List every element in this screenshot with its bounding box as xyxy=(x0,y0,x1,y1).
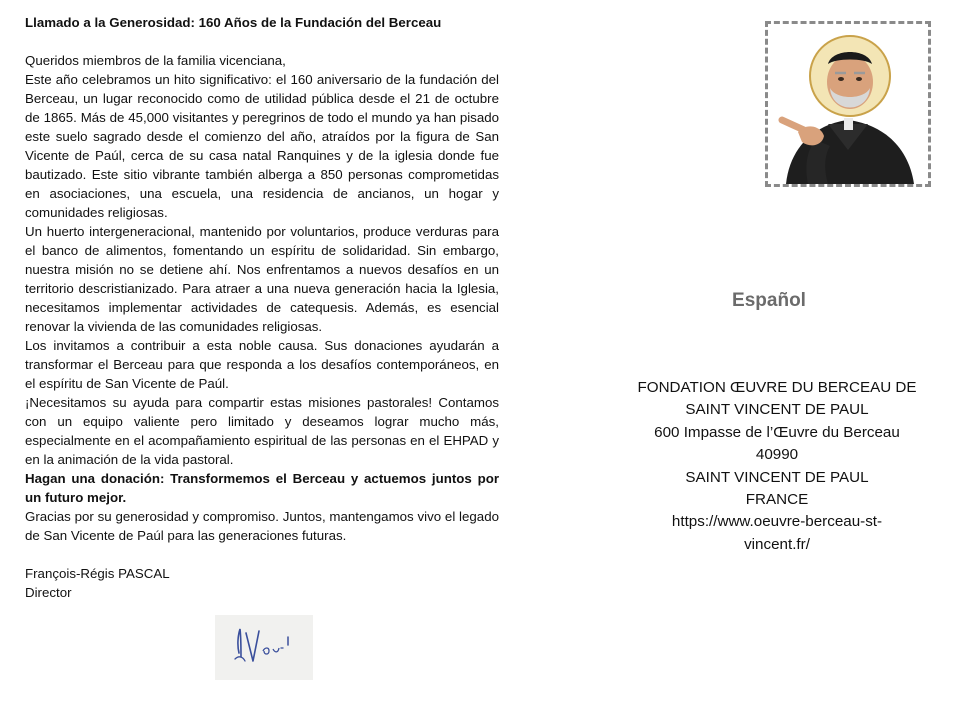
signer-role: Director xyxy=(25,585,72,600)
address-line-5: SAINT VINCENT DE PAUL xyxy=(685,468,869,486)
foundation-address xyxy=(628,377,926,556)
letter-call-to-action: Hagan una donación: Transformemos el Berceau y actuemos juntos por un futuro mejor. xyxy=(25,471,499,505)
letter xyxy=(25,13,499,602)
language-label: Español xyxy=(732,290,806,311)
letter-paragraph-3: Los invitamos a contribuir a esta noble causa. Sus donaciones ayudarán a transformar el Berceau para que responda a los desafíos contemporáneos, en el espíritu de San Vicente de Paúl. xyxy=(25,338,499,391)
letter-paragraph-1: Este año celebramos un hito significativo: el 160 aniversario de la fundación del Berceau, un lugar reconocido como de utilidad pública desde el 21 de octubre de 1865. Más de 45,000 visitantes y peregrinos de todo el mundo ya han pisado este suelo sagrado desde el comienzo del año, atraídos por la figura de San Vicente de Paúl, cerca de su casa natal Ranquines y de la iglesia donde fue bautizado. Este sitio vibrante también alberga a 850 personas comprometidas en asociaciones, una escuela, una residencia de ancianos, un hogar y comunidades religiosas. xyxy=(25,72,499,220)
website-link-line-2[interactable]: vincent.fr/ xyxy=(744,535,810,553)
letter-title: Llamado a la Generosidad: 160 Años de la Fundación del Berceau xyxy=(25,15,442,30)
letter-greeting: Queridos miembros de la familia vicenciana, xyxy=(25,53,286,68)
signature-image xyxy=(215,615,313,680)
address-line-6: FRANCE xyxy=(745,491,809,509)
saint-vincent-portrait-icon xyxy=(768,24,928,184)
signer-name: François-Régis PASCAL xyxy=(25,566,170,581)
address-line-3: 600 Impasse de l’Œuvre du Berceau xyxy=(654,423,900,441)
website-link-line-1[interactable]: https://www.oeuvre-berceau-st- xyxy=(671,513,883,531)
address-line-4: 40990 xyxy=(755,446,799,464)
address-line-2: SAINT VINCENT DE PAUL xyxy=(685,401,869,419)
address-line-1: FONDATION ŒUVRE DU BERCEAU DE xyxy=(637,379,917,396)
handwritten-signature-icon xyxy=(215,615,313,680)
letter-paragraph-2: Un huerto intergeneracional, mantenido por voluntarios, produce verduras para el banco de alimentos, fomentando un espíritu de solidaridad. Sin embargo, nuestra misión no se detiene ahí. Nos enfrentamos a nuevos desafíos en un territorio descristianizado. Para atraer a una nueva generación hacia la Iglesia, necesitamos implementar actividades de catequesis. Además, es esencial renovar la vivienda de las comunidades religiosas. xyxy=(25,224,499,334)
portrait-frame xyxy=(765,21,931,187)
letter-paragraph-closing: Gracias por su generosidad y compromiso. Juntos, mantengamos vivo el legado de San Vicente de Paúl para las generaciones futuras. xyxy=(25,509,499,543)
letter-paragraph-4: ¡Necesitamos su ayuda para compartir estas misiones pastorales! Contamos con un equipo valiente pero limitado y deseamos lograr mucho más, especialmente en el acompañamiento espiritual de las personas en el EHPAD y en la animación de la vida pastoral. xyxy=(25,395,499,467)
